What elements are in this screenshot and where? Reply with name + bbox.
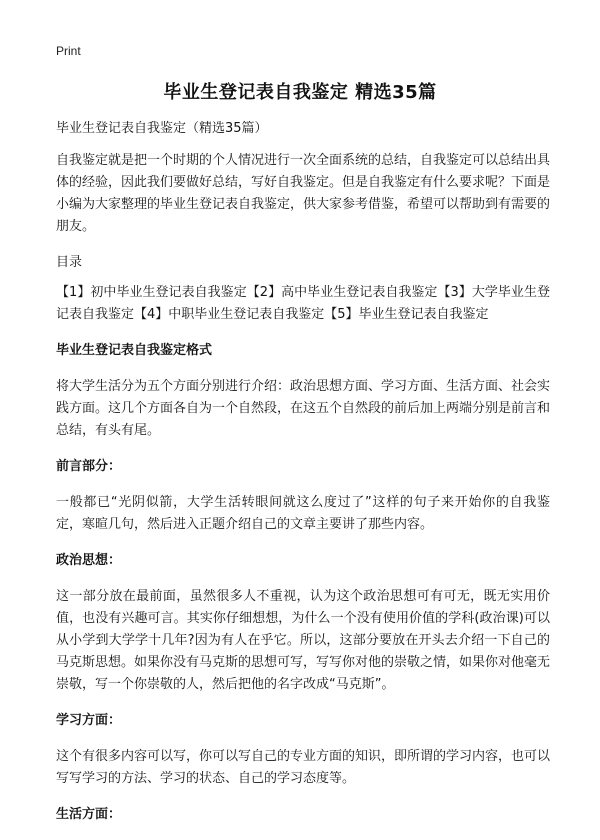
toc-label: 目录 — [56, 255, 83, 270]
document-title: 毕业生登记表自我鉴定 精选35篇 — [163, 82, 437, 103]
document-body — [56, 118, 550, 840]
print-label: Print — [56, 44, 81, 58]
section-heading-politics: 政治思想： — [56, 553, 122, 568]
section-heading-format: 毕业生登记表自我鉴定格式 — [56, 343, 213, 358]
section-body-study: 这个有很多内容可以写，你可以写自己的专业方面的知识，即所谓的学习内容，也可以写写学习的方法、学习的状态、自己的学习态度等。 — [56, 749, 551, 786]
intro-paragraph: 自我鉴定就是把一个时期的个人情况进行一次全面系统的总结，自我鉴定可以总结出具体的经验，因此我们要做好总结，写好自我鉴定。但是自我鉴定有什么要求呢？下面是小编为大家整理的毕业生登记表自我鉴定，供大家参考借鉴，希望可以帮助到有需要的朋友。 — [56, 153, 551, 234]
section-body-preface: 一般都已“光阴似箭，大学生活转眼间就这么度过了”这样的句子来开始你的自我鉴定，寒暄几句，然后进入正题介绍自己的文章主要讲了那些内容。 — [56, 495, 550, 532]
section-body-politics: 这一部分放在最前面，虽然很多人不重视，认为这个政治思想可有可无，既无实用价值，也没有兴趣可言。其实你仔细想想，为什么一个没有使用价值的学科(政治课)可以从小学到大学学十几年?因为有人在乎它。所以，这部分要放在开头去介绍一下自己的马克斯思想。如果你没有马克斯的思想可写，写写你对他的崇敬之情，如果你对他毫无崇敬，写一个你崇敬的人，然后把他的名字改成“马克斯”。 — [56, 589, 551, 692]
section-body-format: 将大学生活分为五个方面分别进行介绍：政治思想方面、学习方面、生活方面、社会实践方面。这几个方面各自为一个自然段，在这五个自然段的前后加上两端分别是前言和总结，有头有尾。 — [56, 379, 551, 438]
toc-links[interactable]: 【1】初中毕业生登记表自我鉴定【2】高中毕业生登记表自我鉴定【3】大学毕业生登记表自我鉴定【4】中职毕业生登记表自我鉴定【5】毕业生登记表自我鉴定 — [56, 285, 550, 322]
section-heading-study: 学习方面： — [56, 713, 122, 728]
document-subtitle: 毕业生登记表自我鉴定（精选35篇） — [56, 121, 268, 136]
section-heading-life: 生活方面： — [56, 807, 122, 822]
section-heading-preface: 前言部分： — [56, 459, 122, 474]
